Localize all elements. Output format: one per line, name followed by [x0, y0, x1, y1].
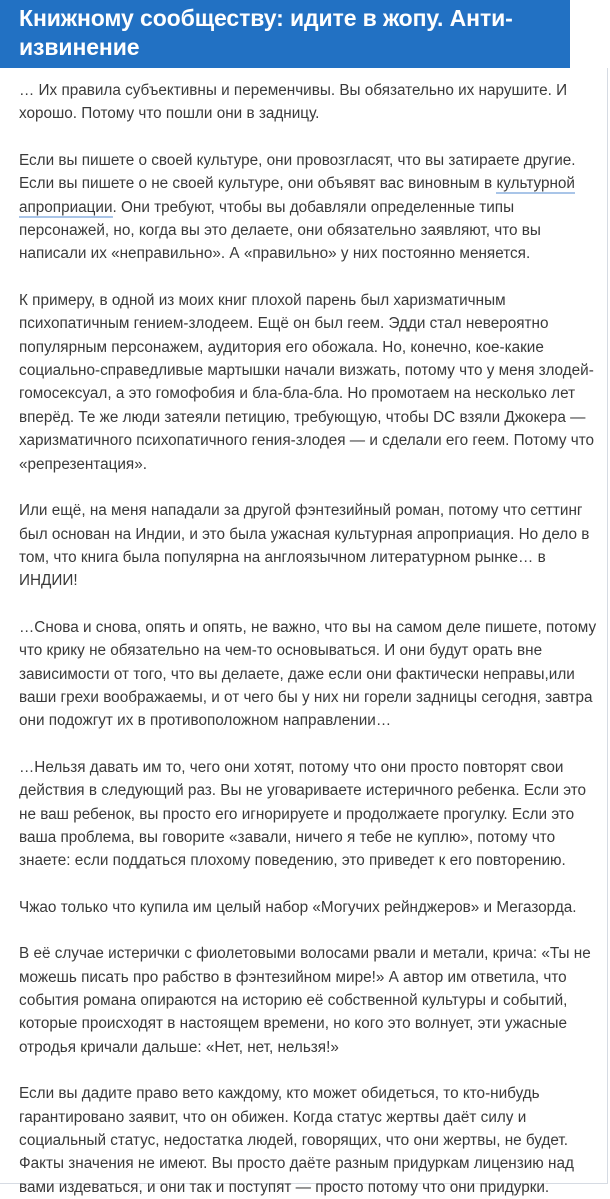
paragraph-1: … Их правила субъективны и переменчивы. Вы обязательно их нарушите. И хорошо. Потому что пошли они в задницу. [19, 82, 568, 123]
article-title-bar [0, 0, 570, 68]
paragraph-5: …Снова и снова, опять и опять, не важно, что вы на самом деле пишете, потому что крику не обязательно на чем-то основываться. И они будут орать вне зависимости от того, что вы делаете, даже если они фактически неправы,или ваши грехи воображаемы, и от чего бы у них ни горели задницы сегодня, завтра они подожгут их в противоположном направлении… [19, 618, 597, 730]
paragraph-2-text-before-link: Если вы пишете о своей культуре, они провозгласят, что вы затираете другие. Если вы пишете о не своей культуре, они объявят вас виновным в [19, 151, 576, 193]
paragraph-8: В её случае истерички с фиолетовыми волосами рвали и метали, крича: «Ты не можешь писать про рабство в фэнтезийном мире!» А автор им ответила, что события романа опираются на историю её собственной культуры и событий, которые происходят в настоящем времени, но кого это волнует, эти ужасные отродья кричали дальше: «Нет, нет, нельзя!» [19, 945, 591, 1056]
paragraph-2-text-after-link: . Они требуют, чтобы вы добавляли определенные типы персонажей, но, когда вы это делаете, они обязательно заявляют, что вы написали их «неправильно». А «правильно» у них постоянно меняется. [19, 198, 541, 263]
article-title: Книжному сообществу: идите в жопу. Анти-извинение [19, 5, 513, 60]
paragraph-2 [19, 149, 597, 266]
paragraph-9: Если вы дадите право вето каждому, кто может обидеться, то кто-нибудь гарантировано заявит, что он обижен. Когда статус жертвы даёт силу и социальный статус, недостатка людей, говорящих, что они жертвы, не будет. Факты значения не имеют. Вы просто даёте разным придуркам лицензию над вами издеваться, и они так и поступят — просто потому что они придурки. [19, 1085, 574, 1196]
paragraph-7: Чжао только что купила им целый набор «Могучих рейнджеров» и Мегазорда. [19, 898, 577, 916]
article-body [19, 79, 597, 1199]
paragraph-3: К примеру, в одной из моих книг плохой парень был харизматичным психопатичным гением-злодеем. Ещё он был геем. Эдди стал невероятно популярным персонажем, аудитория его обожала. Но, конечно, кое-какие социально-справедливые мартышки начали визжать, потому что у меня злодей-гомосексуал, а это гомофобия и бла-бла-бла. Но промотаем на несколько лет вперёд. Те же люди затеяли петицию, требующую, чтобы DC взяли Джокера — харизматичного психопатичного гения-злодея — и сделали его геем. Потому что «репрезентация». [19, 291, 595, 473]
cultural-appropriation-link[interactable]: культурной апроприации [19, 175, 575, 216]
paragraph-6: …Нельзя давать им то, чего они хотят, потому что они просто повторят свои действия в следующий раз. Вы не уговариваете истеричного ребенка. Если это не ваш ребенок, вы просто его игнорируете и продолжаете прогулку. Если это ваша проблема, вы говорите «завали, ничего я тебе не куплю», потому что знаете: если поддаться плохому поведению, это приведет к его повторению. [19, 758, 587, 870]
paragraph-4: Или ещё, на меня нападали за другой фэнтезийный роман, потому что сеттинг был основан на Индии, и это была ужасная культурная апроприация. Но дело в том, что книга была популярна на англоязычном литературном рынке… в ИНДИИ! [19, 502, 590, 590]
